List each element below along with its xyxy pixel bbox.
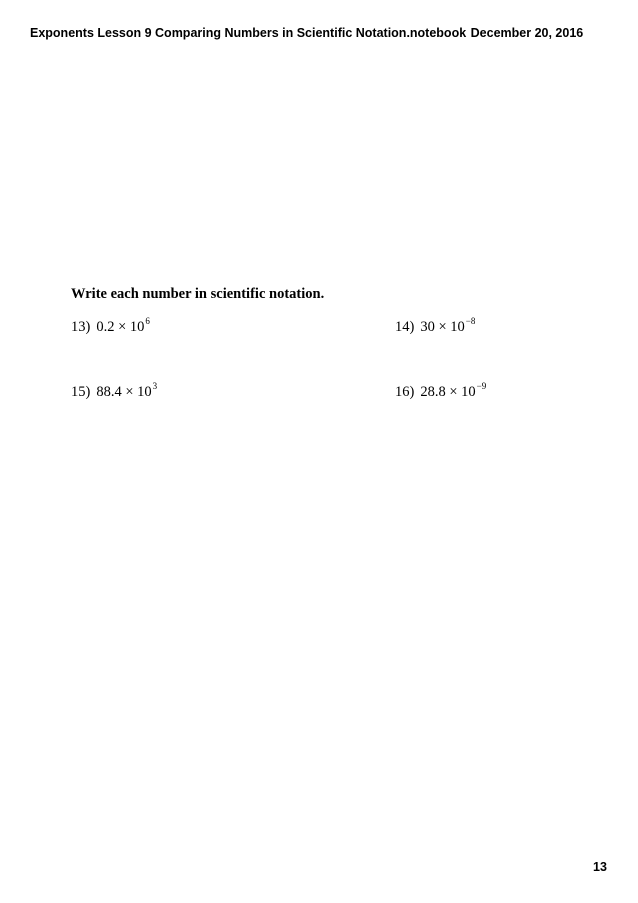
- problem-coefficient: 0.2 × 10: [96, 319, 145, 335]
- problem-16: [395, 381, 487, 401]
- problem-number: 13): [71, 319, 91, 335]
- problem-coefficient: 30 × 10: [420, 319, 465, 335]
- problem-exponent: −8: [465, 316, 476, 326]
- problem-exponent: 3: [152, 381, 158, 391]
- notebook-date: December 20, 2016: [470, 26, 584, 40]
- problem-15: [71, 381, 158, 401]
- worksheet-instruction: Write each number in scientific notation.: [71, 286, 325, 302]
- problem-exponent: 6: [145, 316, 150, 326]
- problem-number: 14): [395, 319, 415, 335]
- problem-14: [395, 316, 476, 336]
- problem-exponent: −9: [476, 381, 487, 391]
- page-number: 13: [593, 860, 607, 874]
- problem-coefficient: 28.8 × 10: [420, 384, 476, 400]
- problem-coefficient: 88.4 × 10: [96, 384, 152, 400]
- problem-number: 15): [71, 384, 91, 400]
- problem-13: [71, 316, 150, 336]
- notebook-title: Exponents Lesson 9 Comparing Numbers in Scientific Notation.notebook: [30, 26, 467, 40]
- page-header: [30, 26, 583, 40]
- problem-number: 16): [395, 384, 415, 400]
